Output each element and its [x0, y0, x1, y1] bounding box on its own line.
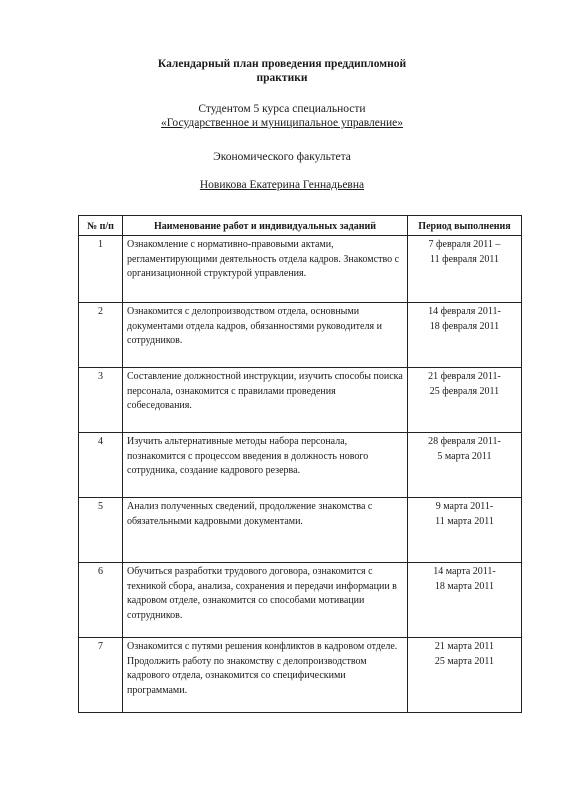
- row-num: 4: [79, 433, 123, 498]
- title-line-1: Календарный план проведения преддипломной: [157, 58, 407, 70]
- period-start: 7 февраля 2011 –: [428, 239, 501, 250]
- row-num: 6: [79, 563, 123, 638]
- row-num: 7: [79, 638, 123, 713]
- row-period: [408, 303, 522, 368]
- period-end: 25 марта 2011: [434, 655, 495, 667]
- row-work: Изучить альтернативные методы набора персонала, познакомится с процессом введения в должность нового сотрудника, создание кадрового резерва.: [123, 433, 408, 498]
- table-row: [79, 498, 522, 563]
- student-name: Новикова Екатерина Геннадьевна: [199, 179, 365, 191]
- row-work: Анализ полученных сведений, продолжение знакомства с обязательными кадровыми документами.: [123, 498, 408, 563]
- row-period: [408, 638, 522, 713]
- header-work: Наименование работ и индивидуальных заданий: [123, 216, 408, 236]
- row-period: [408, 433, 522, 498]
- row-period: [408, 236, 522, 303]
- period-start: 21 февраля 2011-: [428, 371, 501, 382]
- table-header-row: [79, 216, 522, 236]
- student-name-line: [100, 178, 464, 192]
- row-period: [408, 368, 522, 433]
- table-row: [79, 236, 522, 303]
- row-period: [408, 563, 522, 638]
- row-num: 3: [79, 368, 123, 433]
- row-work: Ознакомится с путями решения конфликтов в кадровом отделе. Продолжить работу по знакомству с делопроизводством кадрового отдела, ознакомится со специфическими программами.: [123, 638, 408, 713]
- schedule-table: [78, 215, 522, 713]
- period-start: 28 февраля 2011-: [428, 436, 501, 447]
- row-work: Составление должностной инструкции, изучить способы поиска персонала, ознакомится с правилами проведения собеседования.: [123, 368, 408, 433]
- title-line-2: практики: [256, 72, 308, 84]
- period-start: 14 марта 2011-: [433, 566, 496, 577]
- row-work: Ознакомление с нормативно-правовыми актами, регламентирующими деятельность отдела кадров. Знакомство с организационной структурой управления.: [123, 236, 408, 303]
- period-end: 5 марта 2011: [437, 450, 492, 462]
- student-course-line: Студентом 5 курса специальности: [198, 103, 366, 115]
- row-period: [408, 498, 522, 563]
- period-end: 18 марта 2011: [434, 580, 495, 592]
- table-row: [79, 368, 522, 433]
- table-row: [79, 303, 522, 368]
- period-start: 14 февраля 2011-: [428, 306, 501, 317]
- document-title: [100, 57, 464, 85]
- period-end: 11 марта 2011: [435, 515, 494, 527]
- row-num: 1: [79, 236, 123, 303]
- student-info: [100, 102, 464, 130]
- table-row: [79, 433, 522, 498]
- row-num: 2: [79, 303, 123, 368]
- period-start: 9 марта 2011-: [435, 501, 494, 512]
- row-work: Обучиться разработки трудового договора, ознакомится с техникой сбора, анализа, сохранения и передачи информации в кадровом отделе, ознакомится со способами мотивации сотрудников.: [123, 563, 408, 638]
- period-end: 25 февраля 2011: [429, 385, 500, 397]
- faculty-line: Экономического факультета: [213, 151, 351, 163]
- table-row: [79, 638, 522, 713]
- period-end: 18 февраля 2011: [429, 320, 500, 332]
- period-end: 11 февраля 2011: [429, 253, 499, 265]
- row-num: 5: [79, 498, 123, 563]
- table-row: [79, 563, 522, 638]
- header-period: Период выполнения: [408, 216, 522, 236]
- header-num: № п/п: [79, 216, 123, 236]
- specialty-line: «Государственное и муниципальное управление»: [161, 117, 403, 129]
- row-work: Ознакомится с делопроизводством отдела, основными документами отдела кадров, обязанностями руководителя и сотрудников.: [123, 303, 408, 368]
- period-start: 21 марта 2011: [434, 641, 495, 652]
